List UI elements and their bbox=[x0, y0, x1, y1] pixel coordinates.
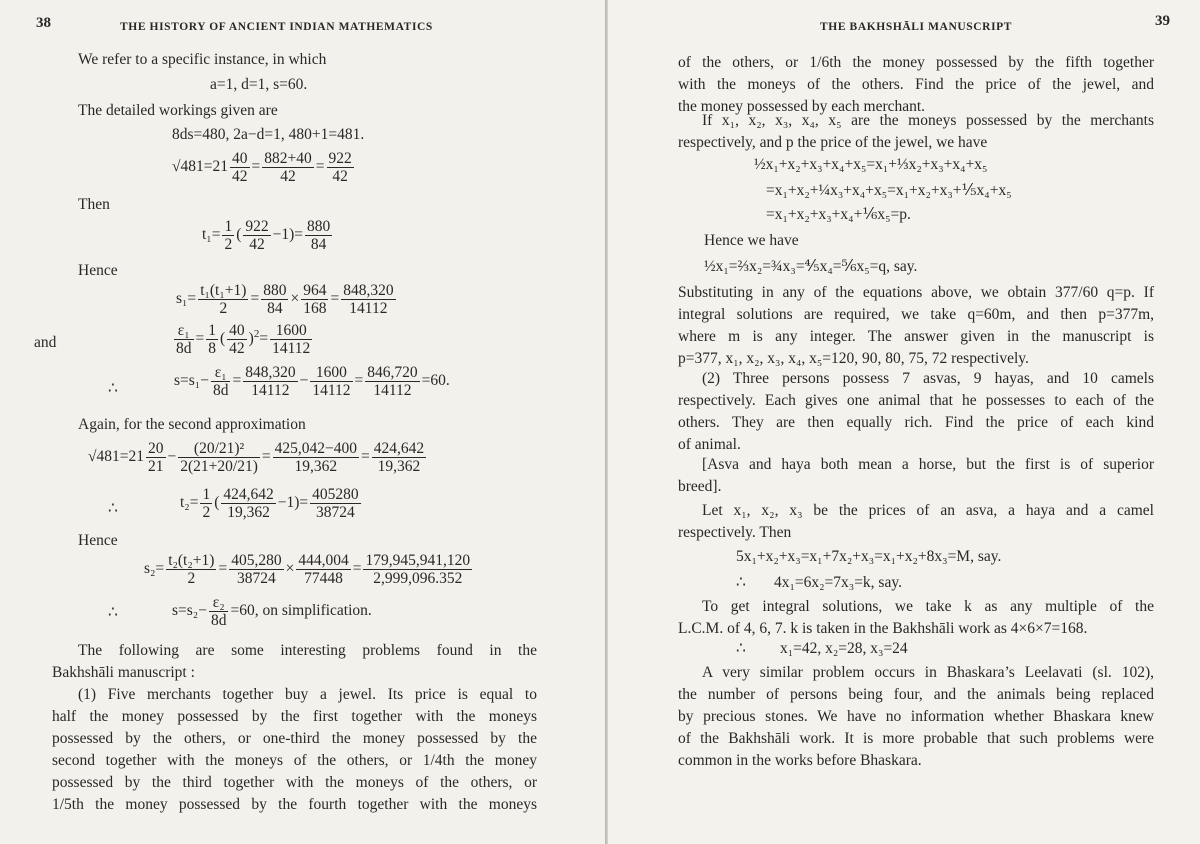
num: ε₂ bbox=[209, 594, 229, 612]
hence-label-2: Hence bbox=[78, 532, 118, 549]
camel-solution: x₁=42, x₂=28, x₃=24 bbox=[780, 640, 908, 657]
num: 40 bbox=[229, 322, 245, 339]
text-line: respectively. Then bbox=[678, 524, 792, 541]
instance-eq: a=1, d=1, s=60. bbox=[210, 76, 308, 93]
frac bbox=[372, 440, 426, 475]
ratio-eq: ½x₁=⅔x₂=¾x₃=⅘x₄=⅚x₅=q, say. bbox=[704, 258, 918, 275]
text-line: p=377, x₁, x₂, x₃, x₄, x₅=120, 90, 80, 75, 72 respectively. bbox=[678, 350, 1029, 367]
right-para-4 bbox=[678, 368, 1154, 456]
den: 14112 bbox=[349, 300, 388, 317]
frac bbox=[200, 486, 212, 521]
frac bbox=[178, 440, 260, 475]
eq3-lhs: t₁= bbox=[202, 226, 221, 244]
frac bbox=[273, 440, 359, 475]
frac bbox=[261, 282, 288, 317]
eq10-lhs: s=s₂− bbox=[172, 602, 207, 620]
frac bbox=[310, 364, 352, 399]
text-line: second together with the moneys of the others, or 1/4th the money bbox=[52, 752, 537, 769]
den: 42 bbox=[280, 168, 296, 185]
right-page bbox=[608, 0, 1200, 844]
num: 922 bbox=[245, 218, 269, 235]
frac bbox=[227, 322, 247, 357]
text-line: respectively, and p the price of the jewel, we have bbox=[678, 134, 988, 151]
frac bbox=[262, 150, 314, 185]
den: 14112 bbox=[272, 340, 311, 357]
num: t₂(t₂+1) bbox=[168, 552, 215, 569]
num: ε₁ bbox=[174, 322, 194, 340]
minus: −1 bbox=[277, 494, 295, 512]
text-line: the money possessed by each merchant. bbox=[678, 98, 926, 115]
right-para-7 bbox=[678, 596, 1154, 640]
den: 2(21+20/21) bbox=[180, 458, 258, 475]
den: 8d bbox=[210, 612, 227, 629]
therefore-1: ∴ bbox=[108, 380, 118, 397]
page-number-left: 38 bbox=[36, 15, 51, 31]
frac bbox=[211, 364, 231, 399]
num: 922 bbox=[328, 150, 352, 167]
num: 444,004 bbox=[298, 552, 349, 569]
den: 8d bbox=[176, 340, 192, 357]
eq-sqrt481-first: √481=21 $\frac{40}{42}$ = $\frac{882+40}{42}$ = $\frac{922}{42}$ bbox=[172, 150, 352, 185]
eq-s-final bbox=[172, 594, 372, 629]
camel-eq-2: 4x₁=6x₂=7x₃=k, say. bbox=[774, 574, 902, 591]
text-line: To get integral solutions, we take k as any multiple of the bbox=[702, 598, 1154, 615]
text-line: where m is any integer. The answer given in the manuscript is bbox=[678, 328, 1154, 345]
text-line: (1) Five merchants together buy a jewel. Its price is equal to bbox=[78, 686, 537, 703]
frac bbox=[221, 486, 275, 521]
left-paragraph bbox=[52, 640, 537, 816]
text-line: Let x₁, x₂, x₃ be the prices of an asva, a haya and a camel bbox=[702, 502, 1154, 519]
num: 1600 bbox=[270, 322, 312, 340]
den: 8 bbox=[208, 340, 216, 357]
frac bbox=[206, 322, 218, 357]
den: 14112 bbox=[312, 382, 351, 399]
eq-workings: 8ds=480, 2a−d=1, 480+1=481. bbox=[172, 126, 365, 143]
den: 168 bbox=[303, 300, 327, 317]
eq10-end: =60, on simplification. bbox=[230, 602, 372, 620]
num: (20/21)² bbox=[178, 440, 260, 458]
text-line: of animal. bbox=[678, 436, 741, 453]
intro-text: We refer to a specific instance, in which bbox=[78, 51, 327, 68]
text-line: the number of persons being four, and the animals being replaced bbox=[678, 686, 1154, 703]
jewel-eq-1: ½x₁+x₂+x₃+x₄+x₅=x₁+⅓x₂+x₃+x₄+x₅ bbox=[754, 156, 988, 173]
right-para-1 bbox=[678, 52, 1154, 118]
frac bbox=[305, 218, 332, 253]
den: 42 bbox=[249, 236, 265, 253]
num: 848,320 bbox=[343, 282, 394, 299]
num: 1 bbox=[224, 218, 233, 235]
den: 8d bbox=[212, 382, 229, 399]
text-line: half the money possessed by the first together with the moneys bbox=[52, 708, 537, 725]
text-line: breed]. bbox=[678, 478, 722, 495]
num: 1 bbox=[202, 486, 211, 503]
text-line: [Asva and haya both mean a horse, but the first is of superior bbox=[702, 456, 1154, 473]
therefore-r2: ∴ bbox=[736, 640, 746, 657]
text-line: The following are some interesting problems found in the bbox=[78, 642, 537, 659]
text-line: respectively. Each gives one animal that he possesses to each of the bbox=[678, 392, 1154, 409]
frac bbox=[270, 322, 312, 357]
frac bbox=[296, 552, 350, 587]
eq6-lhs: s=s₁− bbox=[174, 372, 209, 390]
frac bbox=[209, 594, 229, 629]
num: 848,320 bbox=[245, 364, 296, 381]
therefore-r1: ∴ bbox=[736, 574, 746, 591]
num: 880 bbox=[307, 218, 331, 235]
text-line: of the others, or 1/6th the money possessed by the fifth together bbox=[678, 54, 1154, 71]
num: 1 bbox=[208, 322, 216, 339]
then-label: Then bbox=[78, 196, 110, 213]
minus: −1 bbox=[272, 226, 290, 244]
eq-s1: s₁= $\frac{\text{t₁(t₁+1)}}{2}$ = $\frac{880}{84}$ × $\frac{964}{168}$ = $\frac{848,320}{14112}$ bbox=[176, 282, 394, 317]
text-line: integral solutions are required, we take q=60m, and then p=377m, bbox=[678, 306, 1154, 323]
frac bbox=[243, 218, 270, 253]
den: 84 bbox=[267, 300, 283, 317]
running-head-left: THE HISTORY OF ANCIENT INDIAN MATHEMATICS bbox=[120, 21, 433, 33]
text-line: 1/5th the money possessed by the fourth together with the moneys bbox=[52, 796, 537, 813]
hence-we-have: Hence we have bbox=[704, 232, 799, 249]
frac bbox=[229, 552, 283, 587]
text-line: (2) Three persons possess 7 asvas, 9 hayas, and 10 camels bbox=[702, 370, 1154, 387]
num: ε₁ bbox=[211, 364, 231, 382]
frac bbox=[310, 486, 361, 521]
frac bbox=[341, 282, 395, 317]
text-line: common in the works before Bhaskara. bbox=[678, 752, 922, 769]
hence-label-1: Hence bbox=[78, 262, 118, 279]
den: 38724 bbox=[316, 504, 355, 521]
text-line: by precious stones. We have no information whether Bhaskara knew bbox=[678, 708, 1154, 725]
eq-s: s=s₁− $\frac{\text{ε₁}}{8d}$ = $\frac{848,320}{14112}$ − $\frac{1600}{14112}$ = $\frac{846,720}{14112}$ =60. bbox=[174, 364, 450, 399]
den: 14112 bbox=[373, 382, 412, 399]
eq-epsilon1: $\frac{\text{ε₁}}{8d}$ = $\frac{1}{8}$ ( $\frac{40}{42}$ )$^2$= $\frac{1600}{14112}$ bbox=[176, 322, 311, 357]
text-line: Bakhshāli manuscript : bbox=[52, 664, 195, 681]
frac bbox=[146, 440, 166, 475]
den: 84 bbox=[310, 236, 327, 253]
frac bbox=[174, 322, 194, 357]
eq2-lhs: √481=21 bbox=[172, 158, 228, 176]
eq-sqrt481-second: √481=21 $\frac{20}{21}$ − $\frac{\text{(20/21)²}}{2(21+20/21)}$ = $\frac{425,042-400}{19,362}$ = $\frac{424,642}{19,362}$ bbox=[88, 440, 425, 475]
num: 846,720 bbox=[367, 364, 418, 381]
and-label: and bbox=[34, 334, 57, 351]
eq-t2: t₂= $\frac{1}{2}$ ( $\frac{424,642}{19,362}$ −1)= $\frac{405280}{38724}$ bbox=[180, 486, 359, 521]
num: 964 bbox=[303, 282, 327, 299]
right-para-5 bbox=[678, 454, 1154, 498]
therefore-3: ∴ bbox=[108, 604, 118, 621]
detailed-text: The detailed workings given are bbox=[78, 102, 278, 119]
num: 880 bbox=[263, 282, 287, 299]
num: 882+40 bbox=[264, 150, 312, 167]
num: 425,042−400 bbox=[274, 440, 357, 457]
frac bbox=[222, 218, 234, 253]
frac bbox=[198, 282, 248, 317]
text-line: possessed by the third together with the moneys of the others, or bbox=[52, 774, 537, 791]
num: 1600 bbox=[310, 364, 352, 382]
num: 20 bbox=[148, 440, 164, 457]
eq8-lhs: t₂= bbox=[180, 494, 199, 512]
num: 179,945,941,120 bbox=[365, 552, 471, 569]
camel-eq-1: 5x₁+x₂+x₃=x₁+7x₂+x₃=x₁+x₂+8x₃=M, say. bbox=[736, 548, 1002, 565]
den: 21 bbox=[148, 458, 164, 475]
num: 40 bbox=[232, 150, 248, 167]
text-line: of the Bakhshāli work. It is more probable that such problems were bbox=[678, 730, 1154, 747]
frac bbox=[365, 364, 419, 399]
den: 19,362 bbox=[227, 504, 270, 521]
den: 77448 bbox=[304, 570, 343, 587]
superscript: 2 bbox=[253, 327, 260, 340]
jewel-eq-2: =x₁+x₂+¼x₃+x₄+x₅=x₁+x₂+x₃+⅕x₄+x₅ bbox=[766, 182, 1012, 199]
text-line: Substituting in any of the equations above, we obtain 377/60 q=p. If bbox=[678, 284, 1154, 301]
frac bbox=[243, 364, 297, 399]
den: 2 bbox=[187, 570, 196, 587]
den: 42 bbox=[332, 168, 348, 185]
den: 19,362 bbox=[294, 458, 338, 475]
num: t₁(t₁+1) bbox=[200, 282, 247, 299]
eq6-end: =60. bbox=[421, 372, 450, 390]
den: 38724 bbox=[237, 570, 276, 587]
running-head-right: THE BAKHSHĀLI MANUSCRIPT bbox=[820, 21, 1013, 33]
page-number-right: 39 bbox=[1155, 13, 1170, 29]
eq7-lhs: √481=21 bbox=[88, 448, 144, 466]
num: 424,642 bbox=[223, 486, 274, 503]
frac bbox=[327, 150, 354, 185]
text-line: possessed by the others, or one-third the money possessed by the bbox=[52, 730, 537, 747]
eq4-lhs: s₁= bbox=[176, 290, 197, 308]
den: 2 bbox=[224, 236, 233, 253]
eq-s2: s₂= $\frac{\text{t₂(t₂+1)}}{2}$ = $\frac{405,280}{38724}$ × $\frac{444,004}{77448}$ = $\frac{179,945,941,120}{2,999,096.352}$ bbox=[144, 552, 471, 587]
text-line: with the moneys of the others. Find the price of the jewel, and bbox=[678, 76, 1154, 93]
text-line: If x₁, x₂, x₃, x₄, x₅ are the moneys possessed by the merchants bbox=[702, 112, 1154, 129]
frac bbox=[301, 282, 328, 317]
right-para-6 bbox=[678, 500, 1154, 544]
therefore-2: ∴ bbox=[108, 500, 118, 517]
frac bbox=[363, 552, 472, 587]
den: 2,999,096.352 bbox=[373, 570, 463, 587]
again-text: Again, for the second approximation bbox=[78, 416, 306, 433]
num: 405,280 bbox=[231, 552, 282, 569]
right-para-8 bbox=[678, 662, 1154, 772]
frac bbox=[230, 150, 250, 185]
text-line: others. They are then equally rich. Find the price of each kind bbox=[678, 414, 1154, 431]
jewel-eq-3: =x₁+x₂+x₃+x₄+⅙x₅=p. bbox=[766, 206, 911, 223]
num: 405280 bbox=[312, 486, 359, 503]
text-line: L.C.M. of 4, 6, 7. k is taken in the Bakhshāli work as 4×6×7=168. bbox=[678, 620, 1088, 637]
eq-t1: t₁= $\frac{1}{2}$ ( $\frac{922}{42}$ −1)= $\frac{880}{84}$ bbox=[202, 218, 331, 253]
den: 2 bbox=[219, 300, 228, 317]
right-para-3 bbox=[678, 282, 1154, 370]
right-para-2 bbox=[678, 110, 1154, 154]
text-line: A very similar problem occurs in Bhaskara’s Leelavati (sl. 102), bbox=[702, 664, 1154, 681]
eq9-lhs: s₂= bbox=[144, 560, 165, 578]
den: 2 bbox=[202, 504, 211, 521]
frac bbox=[166, 552, 216, 587]
den: 42 bbox=[229, 340, 245, 357]
num: 424,642 bbox=[373, 440, 425, 457]
den: 14112 bbox=[251, 382, 290, 399]
den: 42 bbox=[232, 168, 248, 185]
den: 19,362 bbox=[377, 458, 421, 475]
